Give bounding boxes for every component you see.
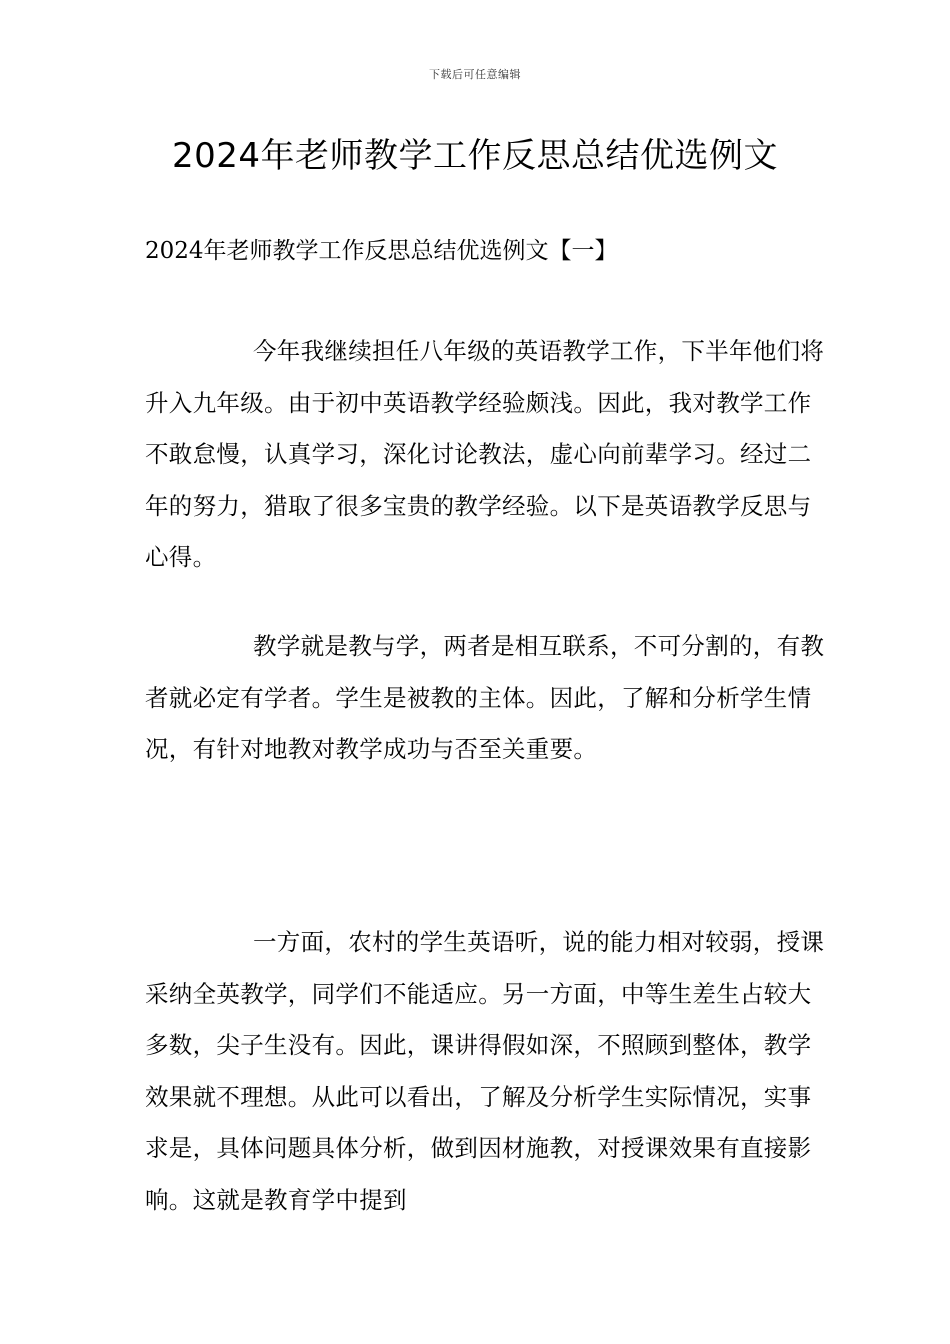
- section-heading: 2024年老师教学工作反思总结优选例文【一】: [145, 238, 618, 264]
- paragraph-3: 一方面，农村的学生英语听，说的能力相对较弱，授课采纳全英教学，同学们不能适应。另一方面，中等生差生占较大多数，尖子生没有。因此，课讲得假如深，不照顾到整体，教学效果就不理想。从此可以看出，了解及分析学生实际情况，实事求是，具体问题具体分析，做到因材施教，对授课效果有直接影响。这就是教育学中提到: [145, 928, 825, 1214]
- paragraph-2: 教学就是教与学，两者是相互联系，不可分割的，有教者就必定有学者。学生是被教的主体。因此，了解和分析学生情况，有针对地教对教学成功与否至关重要。: [145, 632, 825, 763]
- paragraph-1: 今年我继续担任八年级的英语教学工作，下半年他们将升入九年级。由于初中英语教学经验颇浅。因此，我对教学工作不敢怠慢，认真学习，深化讨论教法，虚心向前辈学习。经过二年的努力，猎取了很多宝贵的教学经验。以下是英语教学反思与心得。: [145, 337, 825, 571]
- page-header-note: 下载后可任意编辑: [429, 68, 521, 81]
- document-title: 2024年老师教学工作反思总结优选例文: [171, 136, 779, 176]
